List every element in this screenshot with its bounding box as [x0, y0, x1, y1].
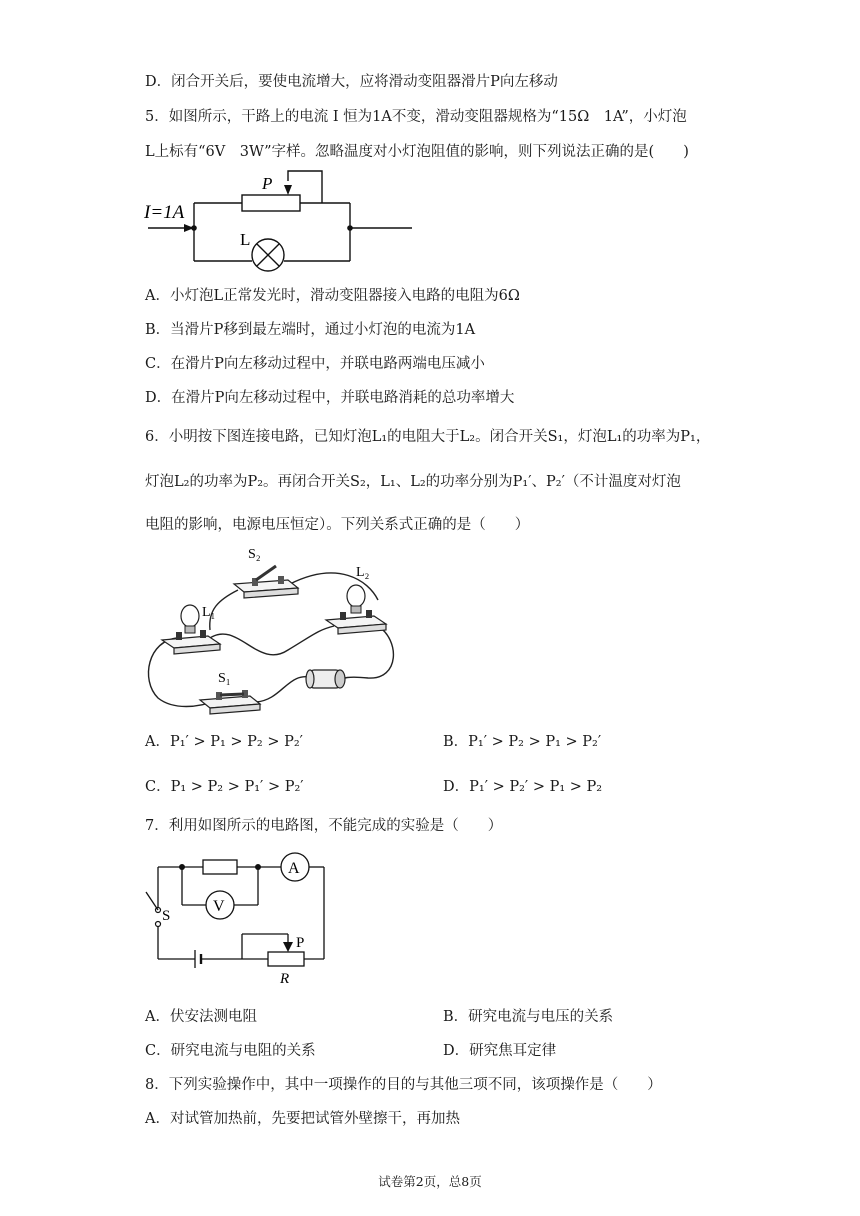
q8-stem: 8．下列实验操作中，其中一项操作的目的与其他三项不同，该项操作是（ ） [145, 1077, 662, 1093]
q6-s2-label: S₂ [248, 547, 261, 562]
q6-l2-label: L₂ [356, 565, 370, 580]
rheostat-symbol [242, 195, 300, 211]
q6-s1-label: S₁ [218, 671, 231, 686]
q8-option-a: A．对试管加热前，先要把试管外壁擦干，再加热 [145, 1111, 460, 1127]
q6-stem-line-1: 6．小明按下图连接电路，已知灯泡L₁的电阻大于L₂。闭合开关S₁，灯泡L₁的功率为P₁， [145, 429, 711, 445]
s2-switch [234, 566, 298, 598]
q7-ammeter-label: A [288, 860, 300, 877]
q6-stem-line-3: 电阻的影响，电源电压恒定）。下列关系式正确的是（ ） [145, 517, 530, 533]
q6-option-c: C．P₁ > P₂ > P₁′ > P₂′ [145, 779, 304, 795]
q5-option-c: C．在滑片P向左移动过程中，并联电路两端电压减小 [145, 356, 485, 372]
battery [306, 670, 345, 688]
q7-switch-label: S [162, 908, 171, 924]
q7-option-b: B．研究电流与电压的关系 [443, 1009, 614, 1025]
q7-option-a: A．伏安法测电阻 [145, 1009, 257, 1025]
q6-option-d: D．P₁′ > P₂′ > P₁ > P₂ [443, 779, 603, 795]
q5-option-d: D．在滑片P向左移动过程中，并联电路消耗的总功率增大 [145, 390, 515, 406]
q7-voltmeter-label: V [213, 898, 225, 915]
q5-stem-line-2: L上标有“6V 3W”字样。忽略温度对小灯泡阻值的影响，则下列说法正确的是( ) [145, 144, 689, 160]
l2-lamp [326, 585, 386, 634]
q6-l1-label: L₁ [202, 605, 216, 620]
q6-option-a: A．P₁′ > P₁ > P₂ > P₂′ [145, 734, 303, 750]
s1-switch [200, 690, 260, 714]
q6-option-b: B．P₁′ > P₂ > P₁ > P₂′ [443, 734, 602, 750]
q7-rheostat-label: R [280, 971, 290, 987]
q5-stem-line-1: 5．如图所示，干路上的电流 I 恒为1A不变，滑动变阻器规格为“15Ω 1A”，小灯泡 [145, 109, 687, 125]
q5-current-label: I=1A [144, 202, 185, 223]
q7-stem: 7．利用如图所示的电路图，不能完成的实验是（ ） [145, 818, 503, 834]
q5-option-b: B．当滑片P移到最左端时，通过小灯泡的电流为1A [145, 322, 476, 338]
q6-physical-circuit-figure [138, 540, 408, 720]
q7-circuit-figure [140, 848, 340, 988]
q7-slider-label: P [296, 935, 305, 951]
q7-option-c: C．研究电流与电阻的关系 [145, 1043, 316, 1059]
q5-slider-label: P [262, 174, 273, 193]
q7-option-d: D．研究焦耳定律 [443, 1043, 557, 1059]
q5-option-a: A．小灯泡L正常发光时，滑动变阻器接入电路的电阻为6Ω [145, 288, 520, 304]
page-footer: 试卷第2页，总8页 [378, 1174, 482, 1189]
q4-option-d: D．闭合开关后，要使电流增大，应将滑动变阻器滑片P向左移动 [145, 74, 558, 90]
q7-rheostat-symbol [268, 952, 304, 966]
q6-stem-line-2: 灯泡L₂的功率为P₂。再闭合开关S₂，L₁、L₂的功率分别为P₁′、P₂′（不计温度对灯泡 [145, 474, 681, 490]
resistor-symbol [203, 860, 237, 874]
q5-circuit-figure [140, 165, 420, 275]
q5-lamp-label: L [240, 230, 251, 249]
